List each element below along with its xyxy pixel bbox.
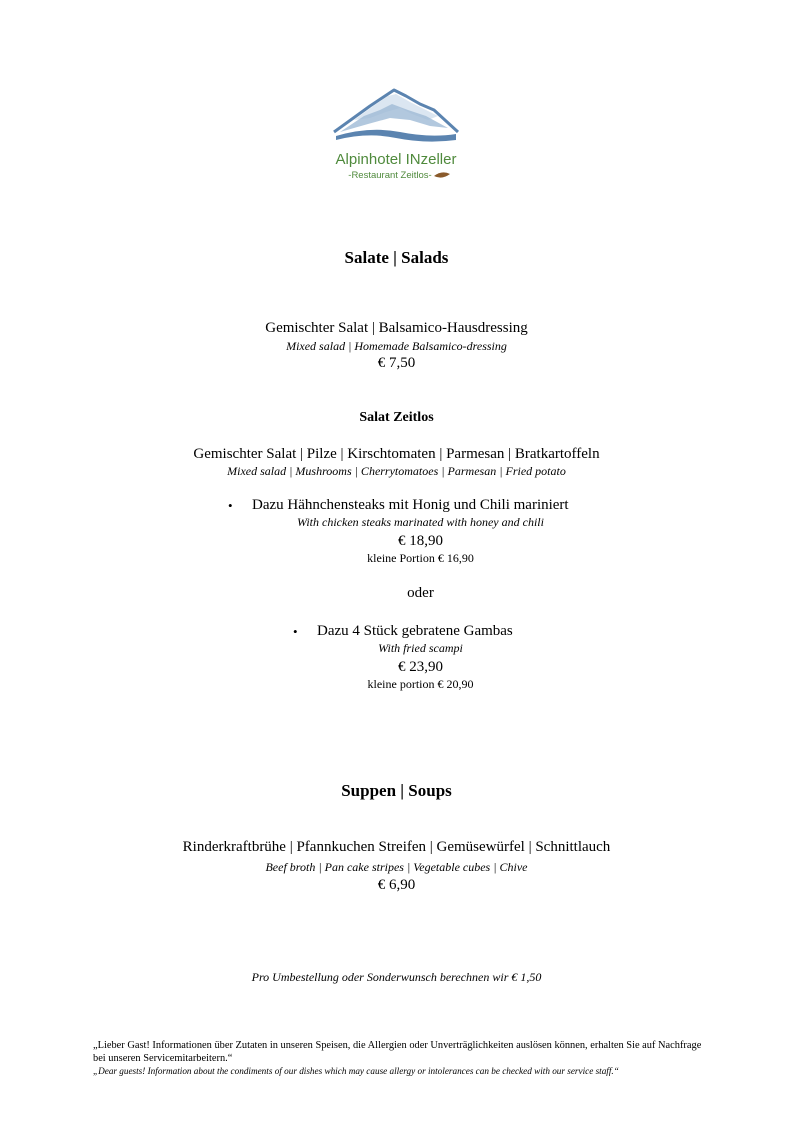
salat-zeitlos-title: Salat Zeitlos xyxy=(359,410,434,425)
option-gambas-price: € 23,90 xyxy=(398,659,443,675)
hotel-logo xyxy=(330,86,462,186)
beef-broth-price: € 6,90 xyxy=(377,877,416,893)
option-chicken-price: € 18,90 xyxy=(398,533,443,549)
option-chicken-de: Dazu Hähnchensteaks mit Honig und Chili mariniert xyxy=(252,497,569,513)
option-gambas-small-portion: kleine portion € 20,90 xyxy=(367,677,474,691)
bullet-marker: • xyxy=(228,498,233,513)
option-gambas-de: Dazu 4 Stück gebratene Gambas xyxy=(317,623,513,639)
beef-broth-de: Rinderkraftbrühe | Pfannkuchen Streifen | Gemüsewürfel | Schnittlauch xyxy=(182,839,611,855)
mountain-logo-graphic xyxy=(330,86,462,186)
allergy-note-en: „Dear guests! Information about the condiments of our dishes which may cause allergy or intolerances can be checked with our service staff.“ xyxy=(93,1066,619,1077)
option-chicken-small-portion: kleine Portion € 16,90 xyxy=(367,551,474,565)
salat-zeitlos-de: Gemischter Salat | Pilze | Kirschtomaten | Parmesan | Bratkartoffeln xyxy=(193,446,600,462)
soups-heading: Suppen | Soups xyxy=(341,781,452,800)
option-gambas-en: With fried scampi xyxy=(378,641,463,655)
logo-subtitle-text: -Restaurant Zeitlos- xyxy=(348,170,432,181)
allergy-note-de: „Lieber Gast! Informationen über Zutaten in unseren Speisen, die Allergien oder Unverträglichkeiten auslösen können, erhalten Sie auf Nachfrage bei unseren Servicemitarbeitern.“ xyxy=(93,1040,702,1064)
option-chicken-en: With chicken steaks marinated with honey and chili xyxy=(297,515,544,529)
salat-zeitlos-en: Mixed salad | Mushrooms | Cherrytomatoes | Parmesan | Fried potato xyxy=(227,464,566,478)
or-separator: oder xyxy=(407,585,434,601)
mixed-salad-en: Mixed salad | Homemade Balsamico-dressing xyxy=(286,339,507,353)
allergy-footer xyxy=(93,1040,703,1078)
mixed-salad-price: € 7,50 xyxy=(377,355,416,371)
salads-heading: Salate | Salads xyxy=(344,248,449,267)
special-request-note: Pro Umbestellung oder Sonderwunsch berechnen wir € 1,50 xyxy=(251,970,542,984)
bullet-marker: • xyxy=(293,624,298,639)
logo-brand-text: Alpinhotel INzeller xyxy=(335,151,457,168)
beef-broth-en: Beef broth | Pan cake stripes | Vegetable cubes | Chive xyxy=(265,860,528,874)
mixed-salad-de: Gemischter Salat | Balsamico-Hausdressing xyxy=(265,320,528,336)
